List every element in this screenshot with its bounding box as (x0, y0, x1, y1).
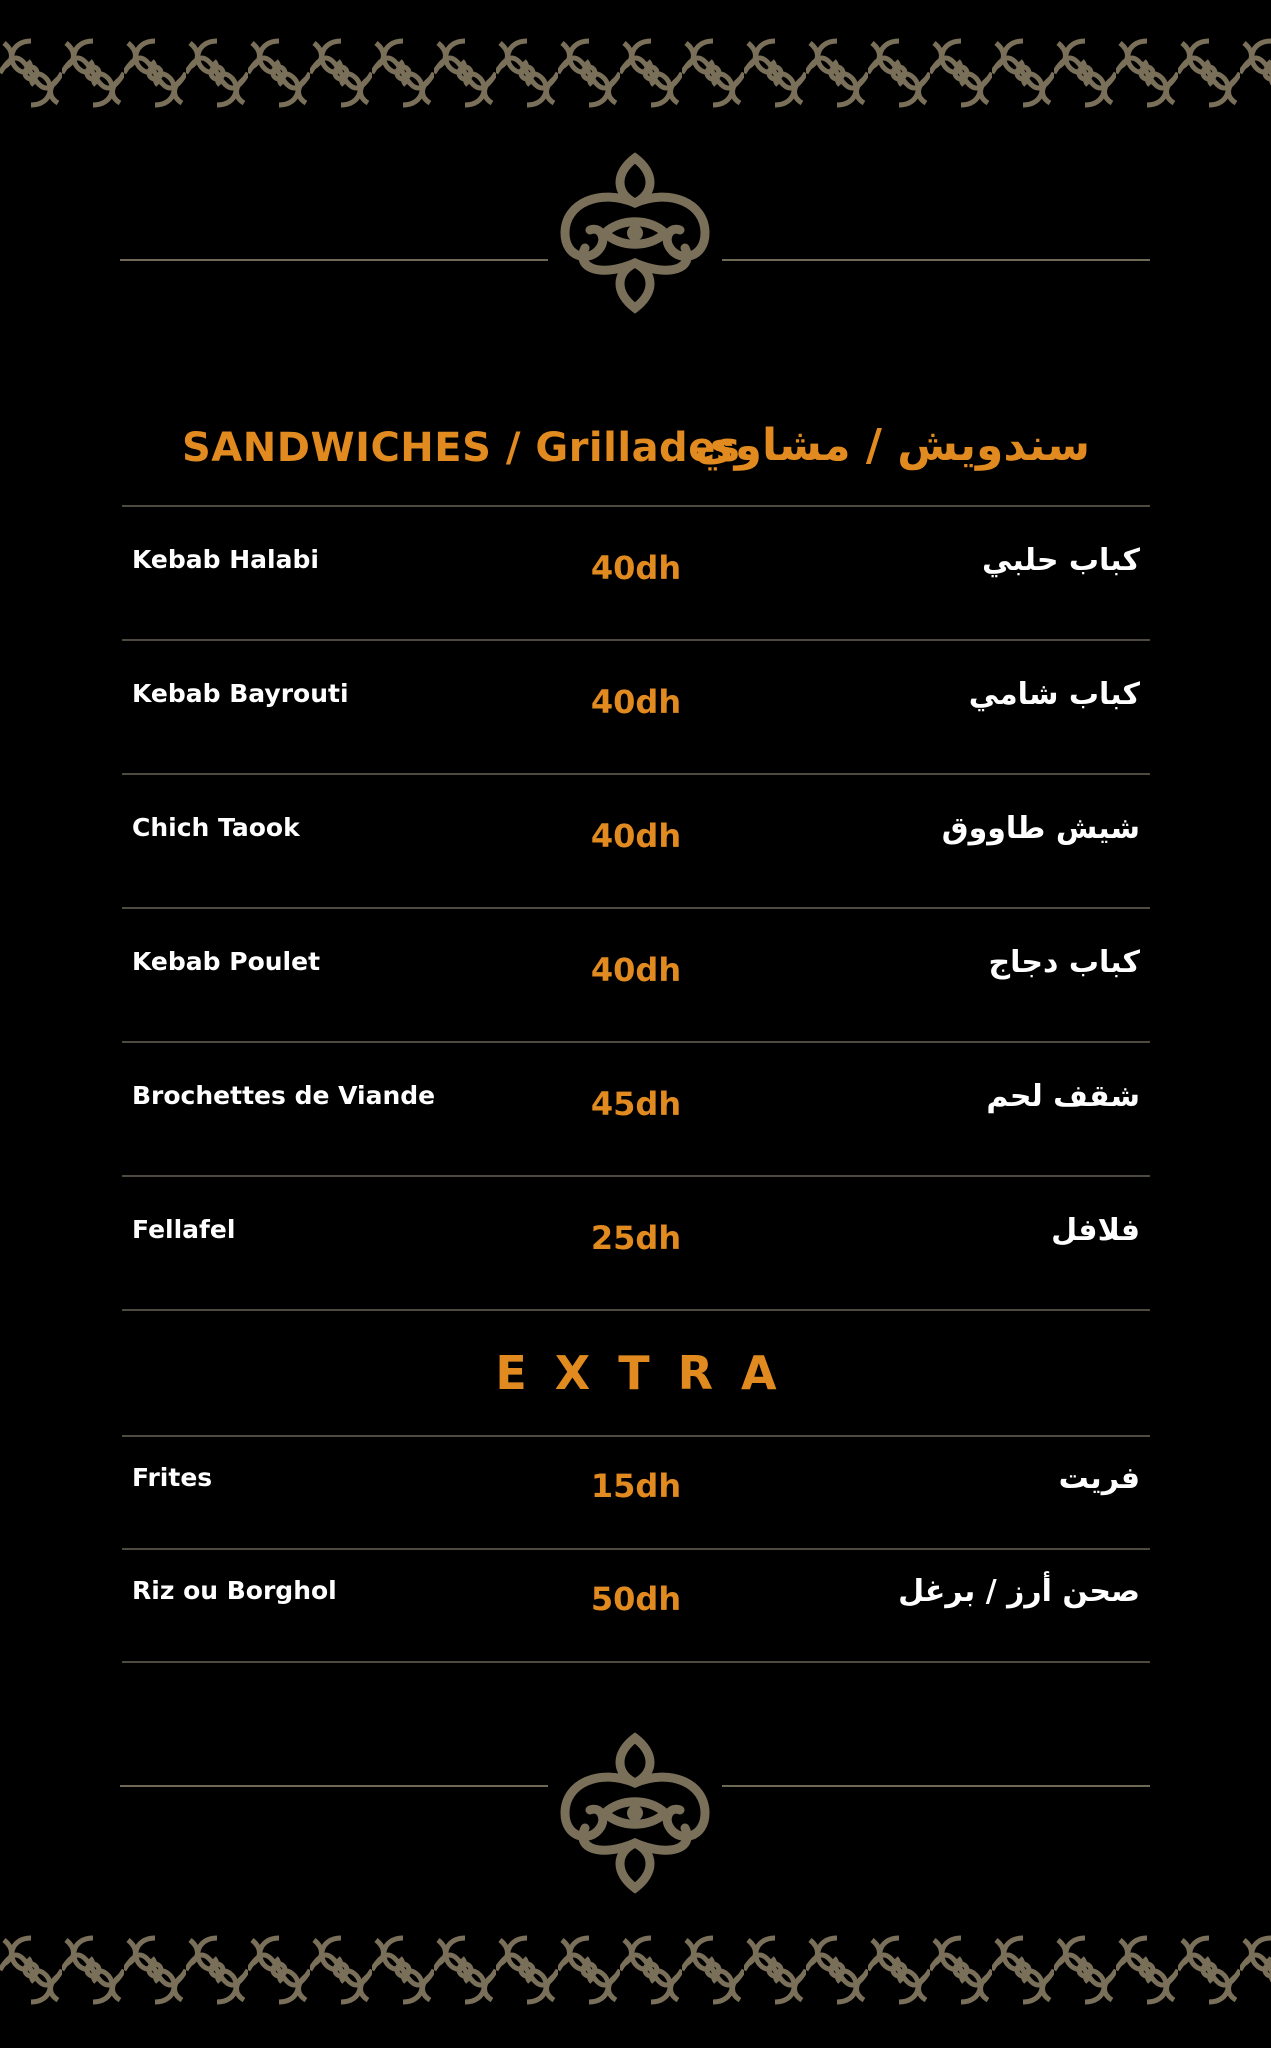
top-ornament (545, 148, 725, 318)
item-name-french: Frites (132, 1463, 213, 1492)
item-price: 45dh (590, 1085, 682, 1123)
menu-item (122, 507, 1150, 639)
arabesque-ornament-icon (545, 148, 725, 318)
menu-list (122, 505, 1150, 1663)
item-name-french: Brochettes de Viande (132, 1081, 436, 1110)
item-name-french: Kebab Bayrouti (132, 679, 349, 708)
item-price: 25dh (590, 1219, 682, 1257)
item-name-arabic: كباب شامي (968, 677, 1140, 712)
bottom-divider-right (722, 1785, 1150, 1787)
item-name-arabic: فريت (1058, 1461, 1140, 1496)
item-price: 40dh (590, 549, 682, 587)
top-divider-right (722, 259, 1150, 261)
extra-heading: EXTRA (495, 1346, 805, 1400)
ornamental-border-icon (0, 33, 1271, 113)
item-name-french: Chich Taook (132, 813, 300, 842)
item-price: 50dh (590, 1580, 682, 1618)
item-price: 40dh (590, 817, 682, 855)
section-title (122, 420, 1150, 480)
item-name-french: Kebab Poulet (132, 947, 321, 976)
top-divider-left (120, 259, 548, 261)
item-name-arabic: شيش طاووق (941, 811, 1140, 846)
item-name-arabic: كباب دجاج (988, 945, 1140, 980)
item-price: 15dh (590, 1467, 682, 1505)
title-french: SANDWICHES / Grillades (182, 425, 741, 471)
row-divider (122, 1661, 1150, 1663)
bottom-ornament (545, 1728, 725, 1898)
item-price: 40dh (590, 951, 682, 989)
extra-item (122, 1550, 1150, 1661)
item-name-arabic: صحن أرز / برغل (898, 1574, 1140, 1609)
menu-item (122, 775, 1150, 907)
item-name-arabic: كباب حلبي (981, 543, 1140, 578)
item-name-arabic: شقف لحم (986, 1079, 1140, 1114)
menu-item (122, 1043, 1150, 1175)
item-name-french: Fellafel (132, 1215, 236, 1244)
menu-item (122, 641, 1150, 773)
extra-item (122, 1437, 1150, 1548)
menu-item (122, 1177, 1150, 1309)
top-ornamental-border (0, 33, 1271, 113)
item-name-french: Riz ou Borghol (132, 1576, 337, 1605)
item-price: 40dh (590, 683, 682, 721)
title-arabic: سندويش / مشاوي (694, 420, 1090, 471)
arabesque-ornament-icon (545, 1728, 725, 1898)
item-name-french: Kebab Halabi (132, 545, 319, 574)
menu-item (122, 909, 1150, 1041)
bottom-ornamental-border (0, 1930, 1271, 2010)
bottom-divider-left (120, 1785, 548, 1787)
ornamental-border-icon (0, 1930, 1271, 2010)
item-name-arabic: فلافل (1051, 1213, 1140, 1248)
